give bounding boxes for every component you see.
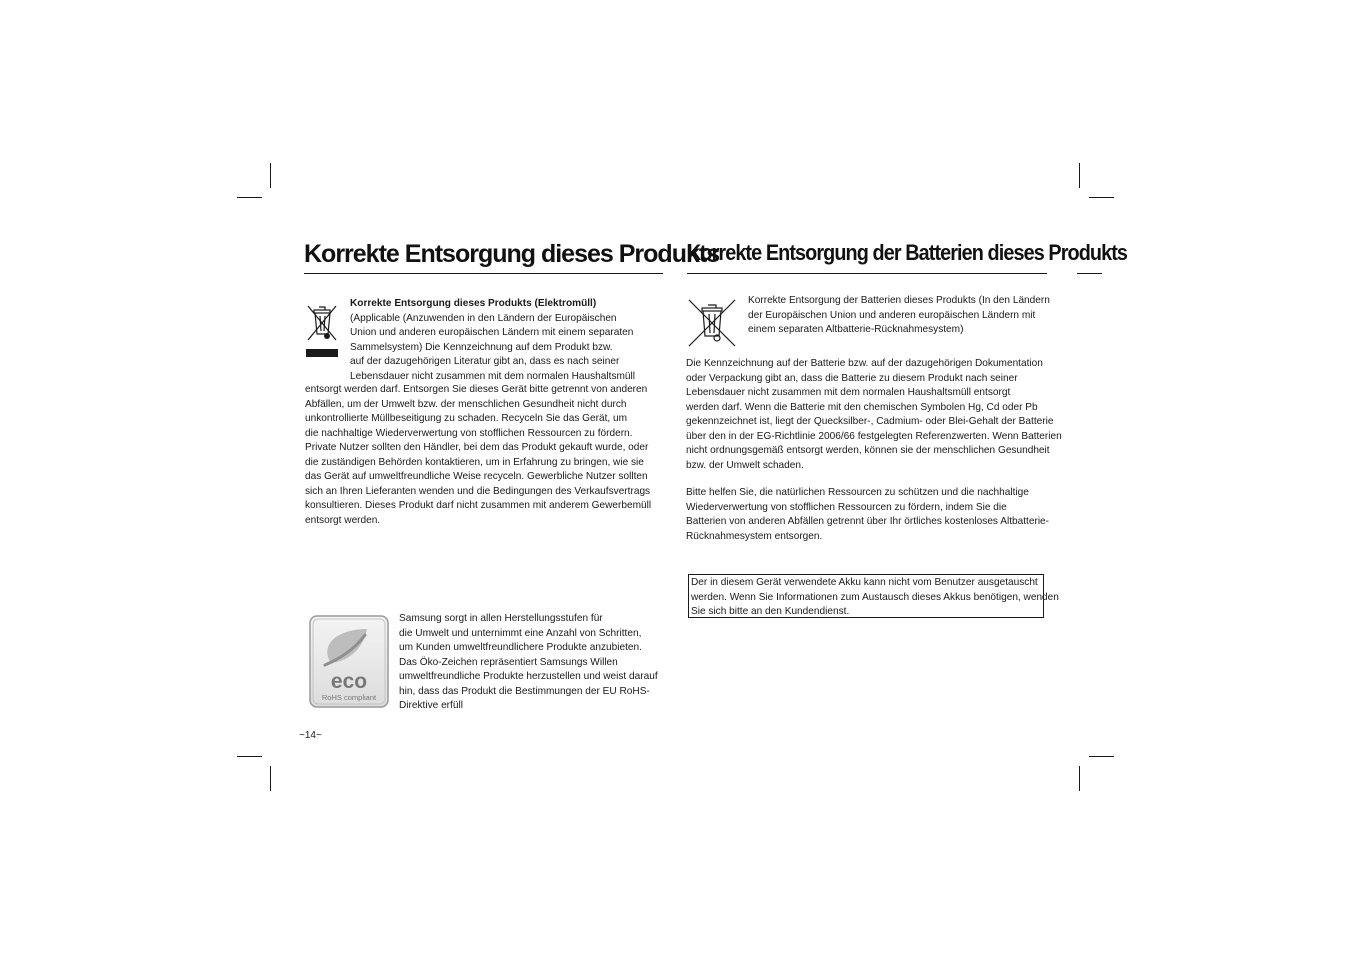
text-line: das Gerät auf umweltfreundliche Weise recyceln. Gewerbliche Nutzer sollten [305,471,648,482]
text-line: nicht ordnungsgemäß entsorgt werden, können sie der menschlichen Gesundheit [686,445,1050,456]
text-line: Der in diesem Gerät verwendete Akku kann nicht vom Benutzer ausgetauscht [691,577,1038,588]
title-underline [304,273,663,274]
text-line: Das Öko-Zeichen repräsentiert Samsungs Willen [399,656,618,668]
text-line: der Europäischen Union und anderen europäischen Ländern mit [748,309,1036,321]
eco-rohs-logo [309,615,389,708]
text-line: Bitte helfen Sie, die natürlichen Ressourcen zu schützen und die nachhaltige [686,487,1029,498]
crop-mark [1089,756,1114,757]
text-line: Sie sich bitte an den Kundendienst. [691,606,850,617]
crop-mark [1079,766,1080,791]
battery-note-box [688,574,1059,618]
eco-logo-word: eco [330,670,368,693]
eco-description [399,612,659,714]
text-line: Union und anderen europäischen Ländern mit einem separaten [350,327,634,338]
left-page-title: Korrekte Entsorgung dieses Produkts [304,240,720,268]
text-line: konsultieren. Dieses Produkt darf nicht zusammen mit anderem Gewerbemüll [305,500,652,511]
crop-mark [1077,273,1102,274]
text-line: Sammelsystem) Die Kennzeichnung auf dem Produkt bzw. [350,341,613,353]
right-body-paragraph-2 [686,486,1048,544]
crossed-out-wheelie-bin-icon [305,302,339,358]
text-line: die zuständigen Behörden kontaktieren, um in Erfahrung zu bringen, wie sie [305,456,644,468]
text-line: über den in der EG-Richtlinie 2006/66 festgelegten Referenzwerten. Wenn Batterien [686,430,1062,442]
left-body-text [305,383,650,528]
text-line: Korrekte Entsorgung der Batterien dieses Produkts (In den Ländern [748,295,1050,306]
crop-mark [1089,197,1114,198]
text-line: werden. Wenn Sie Informationen zum Austausch dieses Akkus benötigen, wenden [691,591,1059,603]
right-page-title: Korrekte Entsorgung der Batterien dieses Produkts [687,240,1128,265]
text-line: Wiederverwertung von stofflichen Ressourcen zu fördern, indem Sie die [686,501,1007,513]
text-line: Batterien von anderen Abfällen getrennt über Ihr örtliches kostenloses Altbatterie- [686,516,1050,527]
text-line: hin, dass das Produkt die Bestimmungen der EU RoHS- [399,685,650,697]
text-line: entsorgt werden darf. Entsorgen Sie dieses Gerät bitte getrennt von anderen [305,384,648,395]
text-line: sich an Ihren Lieferanten wenden und die Bedingungen des Verkaufsvertrags [305,485,651,497]
text-line: die nachhaltige Wiederverwertung von stofflichen Ressourcen zu fördern. [305,427,633,439]
title-underline [687,273,1047,274]
text-line: unkontrollierte Müllbeseitigung zu schaden. Recyceln Sie das Gerät, um [305,413,628,424]
eco-logo-caption: RoHS compliant [321,693,377,702]
crop-mark [237,197,262,198]
text-line: Lebensdauer nicht zusammen mit dem normalen Haushaltsmüll [350,370,636,382]
page-number: ~14~ [299,730,322,741]
text-line: einem separaten Altbatterie-Rücknahmesystem) [748,324,964,335]
text-line: Die Kennzeichnung auf der Batterie bzw. auf der dazugehörigen Dokumentation [686,358,1043,369]
text-line: (Applicable (Anzuwenden in den Ländern der Europäischen [350,312,617,324]
crop-mark [270,766,271,791]
text-line: bzw. der Umwelt schaden. [686,459,804,471]
text-line: entsorgt werden. [305,514,381,526]
text-line: Direktive erfüll [399,700,463,711]
right-body-paragraph-1 [686,357,1062,473]
crop-mark [1079,163,1080,188]
text-line: die Umwelt und unternimmt eine Anzahl von Schritten, [399,627,642,639]
text-line: Samsung sorgt in allen Herstellungsstufen für [399,613,603,624]
crossed-out-wheelie-bin-icon [687,298,737,348]
crop-mark [237,756,262,757]
text-line: gekennzeichnet ist, liegt der Quecksilber-, Cadmium- oder Blei-Gehalt der Batterie [686,416,1054,427]
text-line: Abfällen, um der Umwelt bzw. der menschlichen Gesundheit nicht durch [305,398,627,410]
right-intro-text [748,294,1048,338]
text-line: Lebensdauer nicht zusammen mit dem normalen Haushaltsmüll entsorgt [686,387,1011,398]
left-intro-text [350,297,650,384]
text-line: Private Nutzer sollten den Händler, bei dem das Produkt gekauft wurde, oder [305,442,649,453]
text-line: auf der dazugehörigen Literatur gibt an, dass es nach seiner [350,356,620,367]
text-line: umweltfreundliche Produkte herzustellen und weist darauf [399,671,658,682]
text-line: werden darf. Wenn die Batterie mit den chemischen Symbolen Hg, Cd oder Pb [686,401,1038,413]
text-line: oder Verpackung gibt an, dass die Batterie zu diesem Produkt nach seiner [686,372,1018,384]
crop-mark [270,163,271,188]
text-line: Rücknahmesystem entsorgen. [686,530,823,542]
intro-heading-line: Korrekte Entsorgung dieses Produkts (Elektromüll) [350,298,597,309]
text-line: um Kunden umweltfreundlichere Produkte anzubieten. [399,642,642,653]
